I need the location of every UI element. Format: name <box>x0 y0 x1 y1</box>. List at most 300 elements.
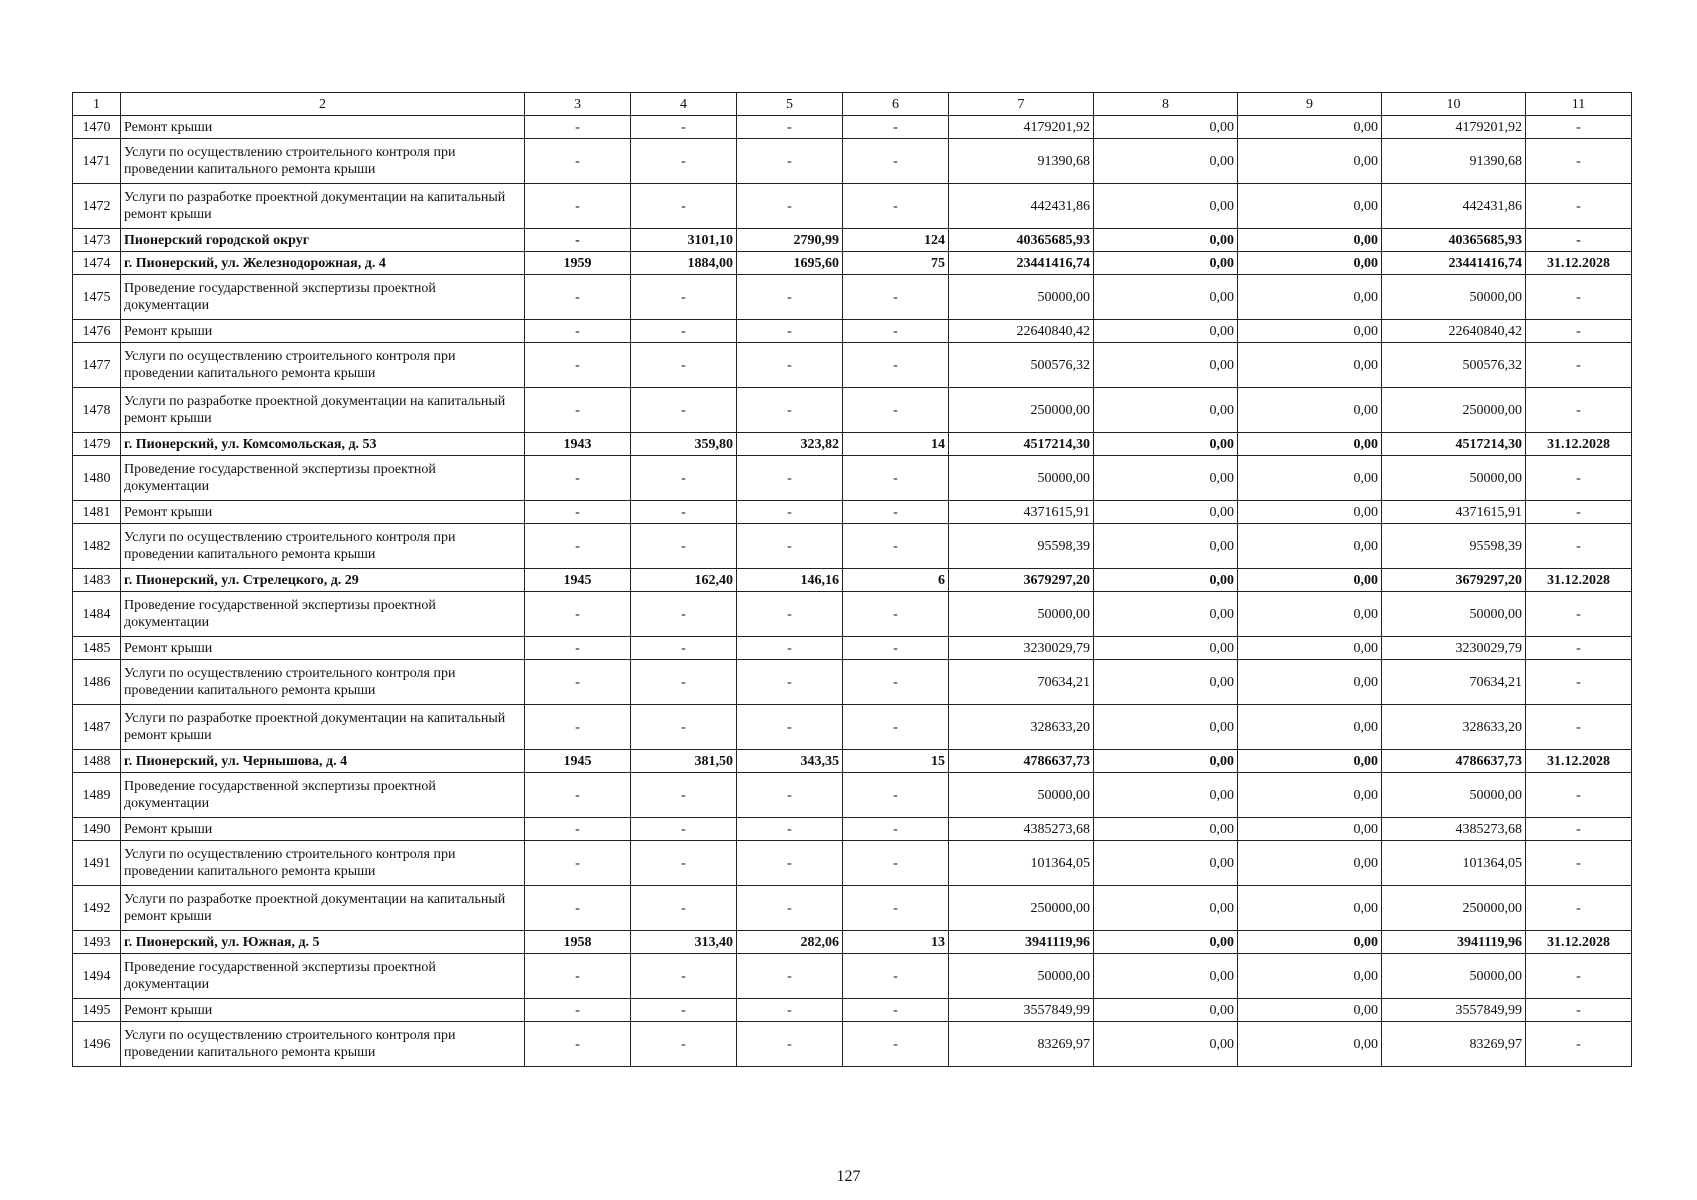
table-row <box>73 1022 1632 1067</box>
cell-cost-total: 83269,97 <box>949 1022 1094 1067</box>
cell-deadline: - <box>1526 999 1632 1022</box>
cell-cost-total: 3230029,79 <box>949 637 1094 660</box>
cell-residents: - <box>843 637 949 660</box>
cell-fund-federal: 0,00 <box>1094 320 1238 343</box>
cell-area-living: - <box>737 275 843 320</box>
cell-area-total: - <box>631 705 737 750</box>
row-number: 1482 <box>73 524 121 569</box>
cell-area-living: - <box>737 524 843 569</box>
cell-area-total: - <box>631 999 737 1022</box>
cell-cost-total: 23441416,74 <box>949 252 1094 275</box>
cell-residents: - <box>843 886 949 931</box>
row-name: Услуги по осуществлению строительного контроля при проведении капитального ремонта крыши <box>121 1022 525 1067</box>
cell-area-total: - <box>631 818 737 841</box>
cell-deadline: - <box>1526 1022 1632 1067</box>
cell-fund-owners: 4179201,92 <box>1382 116 1526 139</box>
row-name: Услуги по осуществлению строительного контроля при проведении капитального ремонта крыши <box>121 841 525 886</box>
cell-cost-total: 3679297,20 <box>949 569 1094 592</box>
cell-area-total: - <box>631 524 737 569</box>
cell-fund-regional: 0,00 <box>1238 433 1382 456</box>
column-header: 7 <box>949 93 1094 116</box>
cell-cost-total: 328633,20 <box>949 705 1094 750</box>
cell-deadline: - <box>1526 637 1632 660</box>
cell-cost-total: 22640840,42 <box>949 320 1094 343</box>
row-number: 1477 <box>73 343 121 388</box>
cell-year: - <box>525 184 631 229</box>
cell-fund-owners: 40365685,93 <box>1382 229 1526 252</box>
cell-fund-federal: 0,00 <box>1094 773 1238 818</box>
cell-year: - <box>525 501 631 524</box>
row-number: 1472 <box>73 184 121 229</box>
cell-year: - <box>525 999 631 1022</box>
row-name: Проведение государственной экспертизы проектной документации <box>121 275 525 320</box>
cell-deadline: 31.12.2028 <box>1526 569 1632 592</box>
cell-area-living: - <box>737 388 843 433</box>
row-number: 1491 <box>73 841 121 886</box>
cell-fund-regional: 0,00 <box>1238 275 1382 320</box>
cell-residents: 75 <box>843 252 949 275</box>
cell-year: - <box>525 954 631 999</box>
cell-residents: - <box>843 818 949 841</box>
cell-year: - <box>525 660 631 705</box>
cell-year: - <box>525 886 631 931</box>
page-number: 127 <box>836 1168 861 1185</box>
document-sheet <box>72 92 1631 1067</box>
cell-residents: - <box>843 139 949 184</box>
table-row <box>73 275 1632 320</box>
cell-deadline: - <box>1526 116 1632 139</box>
cell-area-total: - <box>631 1022 737 1067</box>
cell-fund-federal: 0,00 <box>1094 592 1238 637</box>
cell-cost-total: 4517214,30 <box>949 433 1094 456</box>
cell-fund-regional: 0,00 <box>1238 773 1382 818</box>
row-name: Проведение государственной экспертизы проектной документации <box>121 456 525 501</box>
cell-area-total: - <box>631 773 737 818</box>
table-header-row <box>73 93 1632 116</box>
row-number: 1480 <box>73 456 121 501</box>
cell-year: - <box>525 343 631 388</box>
cell-cost-total: 250000,00 <box>949 388 1094 433</box>
row-number: 1485 <box>73 637 121 660</box>
cell-cost-total: 50000,00 <box>949 773 1094 818</box>
cell-fund-owners: 442431,86 <box>1382 184 1526 229</box>
cell-deadline: - <box>1526 456 1632 501</box>
cell-fund-regional: 0,00 <box>1238 116 1382 139</box>
cell-fund-regional: 0,00 <box>1238 750 1382 773</box>
cell-fund-regional: 0,00 <box>1238 388 1382 433</box>
cell-year: 1959 <box>525 252 631 275</box>
row-name: Ремонт крыши <box>121 116 525 139</box>
register-table <box>72 92 1632 1067</box>
cell-cost-total: 4179201,92 <box>949 116 1094 139</box>
table-row <box>73 841 1632 886</box>
cell-fund-owners: 50000,00 <box>1382 592 1526 637</box>
cell-fund-regional: 0,00 <box>1238 954 1382 999</box>
cell-residents: - <box>843 773 949 818</box>
cell-year: 1945 <box>525 569 631 592</box>
cell-cost-total: 442431,86 <box>949 184 1094 229</box>
table-row <box>73 637 1632 660</box>
cell-residents: - <box>843 501 949 524</box>
row-name: Пионерский городской округ <box>121 229 525 252</box>
cell-year: - <box>525 320 631 343</box>
row-name: Проведение государственной экспертизы проектной документации <box>121 954 525 999</box>
cell-fund-owners: 500576,32 <box>1382 343 1526 388</box>
cell-year: - <box>525 116 631 139</box>
cell-area-total: 359,80 <box>631 433 737 456</box>
table-row <box>73 886 1632 931</box>
cell-residents: - <box>843 999 949 1022</box>
cell-year: - <box>525 275 631 320</box>
cell-fund-federal: 0,00 <box>1094 660 1238 705</box>
cell-deadline: - <box>1526 660 1632 705</box>
cell-deadline: - <box>1526 388 1632 433</box>
row-number: 1471 <box>73 139 121 184</box>
row-name: Услуги по осуществлению строительного контроля при проведении капитального ремонта крыши <box>121 139 525 184</box>
cell-area-living: - <box>737 954 843 999</box>
column-header: 8 <box>1094 93 1238 116</box>
row-number: 1483 <box>73 569 121 592</box>
cell-deadline: - <box>1526 773 1632 818</box>
cell-area-total: - <box>631 116 737 139</box>
cell-cost-total: 50000,00 <box>949 275 1094 320</box>
cell-fund-regional: 0,00 <box>1238 524 1382 569</box>
row-number: 1487 <box>73 705 121 750</box>
column-header: 11 <box>1526 93 1632 116</box>
cell-fund-owners: 50000,00 <box>1382 773 1526 818</box>
table-row <box>73 954 1632 999</box>
cell-fund-owners: 3557849,99 <box>1382 999 1526 1022</box>
cell-area-total: - <box>631 886 737 931</box>
cell-fund-regional: 0,00 <box>1238 637 1382 660</box>
cell-fund-federal: 0,00 <box>1094 886 1238 931</box>
cell-fund-federal: 0,00 <box>1094 116 1238 139</box>
cell-year: - <box>525 456 631 501</box>
table-row <box>73 433 1632 456</box>
cell-fund-regional: 0,00 <box>1238 569 1382 592</box>
cell-area-total: - <box>631 343 737 388</box>
cell-fund-federal: 0,00 <box>1094 184 1238 229</box>
row-name: Ремонт крыши <box>121 637 525 660</box>
row-number: 1478 <box>73 388 121 433</box>
cell-area-living: - <box>737 320 843 343</box>
cell-fund-federal: 0,00 <box>1094 818 1238 841</box>
cell-fund-regional: 0,00 <box>1238 999 1382 1022</box>
cell-residents: 14 <box>843 433 949 456</box>
cell-fund-owners: 22640840,42 <box>1382 320 1526 343</box>
cell-area-total: - <box>631 592 737 637</box>
cell-deadline: - <box>1526 954 1632 999</box>
cell-year: - <box>525 841 631 886</box>
cell-deadline: - <box>1526 705 1632 750</box>
cell-cost-total: 95598,39 <box>949 524 1094 569</box>
row-number: 1490 <box>73 818 121 841</box>
row-name: г. Пионерский, ул. Комсомольская, д. 53 <box>121 433 525 456</box>
cell-fund-owners: 4517214,30 <box>1382 433 1526 456</box>
cell-area-living: - <box>737 184 843 229</box>
table-row <box>73 184 1632 229</box>
row-number: 1494 <box>73 954 121 999</box>
cell-residents: - <box>843 116 949 139</box>
column-header: 6 <box>843 93 949 116</box>
cell-area-living: - <box>737 999 843 1022</box>
cell-deadline: 31.12.2028 <box>1526 252 1632 275</box>
table-row <box>73 388 1632 433</box>
cell-area-total: - <box>631 320 737 343</box>
cell-cost-total: 4371615,91 <box>949 501 1094 524</box>
cell-cost-total: 70634,21 <box>949 660 1094 705</box>
row-number: 1476 <box>73 320 121 343</box>
cell-fund-owners: 83269,97 <box>1382 1022 1526 1067</box>
cell-fund-regional: 0,00 <box>1238 501 1382 524</box>
row-name: Услуги по осуществлению строительного контроля при проведении капитального ремонта крыши <box>121 660 525 705</box>
cell-fund-owners: 91390,68 <box>1382 139 1526 184</box>
cell-fund-regional: 0,00 <box>1238 931 1382 954</box>
cell-fund-federal: 0,00 <box>1094 524 1238 569</box>
row-name: г. Пионерский, ул. Южная, д. 5 <box>121 931 525 954</box>
cell-cost-total: 500576,32 <box>949 343 1094 388</box>
cell-fund-federal: 0,00 <box>1094 229 1238 252</box>
cell-year: - <box>525 818 631 841</box>
row-number: 1493 <box>73 931 121 954</box>
cell-area-living: - <box>737 501 843 524</box>
table-row <box>73 569 1632 592</box>
cell-fund-regional: 0,00 <box>1238 886 1382 931</box>
column-header: 4 <box>631 93 737 116</box>
cell-fund-federal: 0,00 <box>1094 1022 1238 1067</box>
cell-fund-owners: 3941119,96 <box>1382 931 1526 954</box>
table-row <box>73 320 1632 343</box>
cell-cost-total: 50000,00 <box>949 954 1094 999</box>
cell-year: 1958 <box>525 931 631 954</box>
cell-year: - <box>525 388 631 433</box>
cell-fund-regional: 0,00 <box>1238 841 1382 886</box>
cell-residents: 6 <box>843 569 949 592</box>
cell-area-living: - <box>737 456 843 501</box>
cell-year: - <box>525 773 631 818</box>
cell-year: - <box>525 705 631 750</box>
cell-fund-regional: 0,00 <box>1238 184 1382 229</box>
cell-cost-total: 40365685,93 <box>949 229 1094 252</box>
cell-year: - <box>525 592 631 637</box>
row-name: Ремонт крыши <box>121 501 525 524</box>
cell-fund-owners: 101364,05 <box>1382 841 1526 886</box>
cell-fund-owners: 250000,00 <box>1382 886 1526 931</box>
cell-fund-owners: 50000,00 <box>1382 275 1526 320</box>
cell-area-living: 1695,60 <box>737 252 843 275</box>
cell-fund-owners: 50000,00 <box>1382 456 1526 501</box>
row-name: г. Пионерский, ул. Стрелецкого, д. 29 <box>121 569 525 592</box>
cell-fund-regional: 0,00 <box>1238 252 1382 275</box>
cell-cost-total: 250000,00 <box>949 886 1094 931</box>
cell-fund-regional: 0,00 <box>1238 592 1382 637</box>
column-header: 5 <box>737 93 843 116</box>
cell-fund-federal: 0,00 <box>1094 139 1238 184</box>
cell-residents: - <box>843 320 949 343</box>
cell-fund-owners: 50000,00 <box>1382 954 1526 999</box>
cell-area-total: - <box>631 954 737 999</box>
cell-fund-regional: 0,00 <box>1238 320 1382 343</box>
cell-cost-total: 3941119,96 <box>949 931 1094 954</box>
cell-deadline: - <box>1526 886 1632 931</box>
cell-residents: 15 <box>843 750 949 773</box>
column-header: 1 <box>73 93 121 116</box>
cell-cost-total: 3557849,99 <box>949 999 1094 1022</box>
cell-fund-owners: 70634,21 <box>1382 660 1526 705</box>
cell-cost-total: 4385273,68 <box>949 818 1094 841</box>
table-row <box>73 750 1632 773</box>
cell-cost-total: 101364,05 <box>949 841 1094 886</box>
row-number: 1489 <box>73 773 121 818</box>
cell-area-living: 282,06 <box>737 931 843 954</box>
cell-deadline: - <box>1526 343 1632 388</box>
cell-area-living: - <box>737 705 843 750</box>
cell-fund-regional: 0,00 <box>1238 705 1382 750</box>
cell-area-living: 2790,99 <box>737 229 843 252</box>
cell-area-total: 3101,10 <box>631 229 737 252</box>
table-row <box>73 229 1632 252</box>
cell-residents: - <box>843 660 949 705</box>
row-name: Ремонт крыши <box>121 999 525 1022</box>
cell-fund-federal: 0,00 <box>1094 275 1238 320</box>
row-number: 1470 <box>73 116 121 139</box>
cell-cost-total: 91390,68 <box>949 139 1094 184</box>
table-row <box>73 116 1632 139</box>
cell-fund-regional: 0,00 <box>1238 1022 1382 1067</box>
table-row <box>73 660 1632 705</box>
cell-residents: 13 <box>843 931 949 954</box>
row-name: Услуги по осуществлению строительного контроля при проведении капитального ремонта крыши <box>121 524 525 569</box>
cell-residents: - <box>843 592 949 637</box>
cell-cost-total: 50000,00 <box>949 592 1094 637</box>
cell-residents: - <box>843 841 949 886</box>
cell-residents: - <box>843 1022 949 1067</box>
cell-residents: - <box>843 388 949 433</box>
row-number: 1475 <box>73 275 121 320</box>
cell-deadline: - <box>1526 229 1632 252</box>
cell-fund-regional: 0,00 <box>1238 660 1382 705</box>
cell-area-living: - <box>737 841 843 886</box>
cell-fund-federal: 0,00 <box>1094 433 1238 456</box>
row-number: 1496 <box>73 1022 121 1067</box>
cell-area-total: - <box>631 275 737 320</box>
cell-area-total: - <box>631 184 737 229</box>
cell-fund-owners: 4385273,68 <box>1382 818 1526 841</box>
cell-cost-total: 50000,00 <box>949 456 1094 501</box>
cell-deadline: - <box>1526 320 1632 343</box>
table-row <box>73 501 1632 524</box>
table-row <box>73 818 1632 841</box>
cell-fund-regional: 0,00 <box>1238 229 1382 252</box>
cell-area-living: - <box>737 818 843 841</box>
cell-area-living: - <box>737 1022 843 1067</box>
cell-year: 1945 <box>525 750 631 773</box>
cell-fund-federal: 0,00 <box>1094 954 1238 999</box>
cell-year: - <box>525 1022 631 1067</box>
cell-fund-federal: 0,00 <box>1094 456 1238 501</box>
column-header: 10 <box>1382 93 1526 116</box>
cell-area-total: 162,40 <box>631 569 737 592</box>
row-number: 1474 <box>73 252 121 275</box>
cell-year: - <box>525 637 631 660</box>
table-row <box>73 343 1632 388</box>
cell-residents: - <box>843 275 949 320</box>
cell-fund-owners: 4371615,91 <box>1382 501 1526 524</box>
cell-area-living: - <box>737 886 843 931</box>
table-row <box>73 931 1632 954</box>
cell-area-living: - <box>737 116 843 139</box>
table-row <box>73 773 1632 818</box>
cell-fund-federal: 0,00 <box>1094 252 1238 275</box>
cell-fund-federal: 0,00 <box>1094 569 1238 592</box>
cell-residents: - <box>843 954 949 999</box>
cell-deadline: - <box>1526 501 1632 524</box>
row-name: Ремонт крыши <box>121 818 525 841</box>
cell-deadline: - <box>1526 184 1632 229</box>
cell-deadline: 31.12.2028 <box>1526 433 1632 456</box>
cell-area-total: - <box>631 660 737 705</box>
cell-area-total: - <box>631 388 737 433</box>
cell-area-living: - <box>737 139 843 184</box>
cell-area-total: 1884,00 <box>631 252 737 275</box>
row-name: Проведение государственной экспертизы проектной документации <box>121 592 525 637</box>
row-name: Услуги по разработке проектной документации на капитальный ремонт крыши <box>121 184 525 229</box>
cell-deadline: - <box>1526 841 1632 886</box>
cell-year: - <box>525 524 631 569</box>
cell-fund-federal: 0,00 <box>1094 343 1238 388</box>
row-number: 1481 <box>73 501 121 524</box>
cell-area-total: - <box>631 637 737 660</box>
cell-residents: - <box>843 456 949 501</box>
row-number: 1473 <box>73 229 121 252</box>
row-number: 1479 <box>73 433 121 456</box>
cell-year: - <box>525 229 631 252</box>
cell-area-living: - <box>737 343 843 388</box>
cell-area-living: - <box>737 592 843 637</box>
cell-fund-regional: 0,00 <box>1238 139 1382 184</box>
cell-fund-regional: 0,00 <box>1238 343 1382 388</box>
row-number: 1486 <box>73 660 121 705</box>
cell-year: 1943 <box>525 433 631 456</box>
cell-fund-owners: 3230029,79 <box>1382 637 1526 660</box>
cell-residents: - <box>843 705 949 750</box>
cell-area-living: - <box>737 637 843 660</box>
cell-fund-owners: 4786637,73 <box>1382 750 1526 773</box>
row-name: Услуги по осуществлению строительного контроля при проведении капитального ремонта крыши <box>121 343 525 388</box>
cell-fund-owners: 328633,20 <box>1382 705 1526 750</box>
cell-residents: 124 <box>843 229 949 252</box>
cell-fund-federal: 0,00 <box>1094 931 1238 954</box>
cell-fund-owners: 95598,39 <box>1382 524 1526 569</box>
cell-fund-federal: 0,00 <box>1094 705 1238 750</box>
cell-residents: - <box>843 184 949 229</box>
cell-deadline: - <box>1526 524 1632 569</box>
cell-cost-total: 4786637,73 <box>949 750 1094 773</box>
row-name: Услуги по разработке проектной документации на капитальный ремонт крыши <box>121 886 525 931</box>
row-name: г. Пионерский, ул. Железнодорожная, д. 4 <box>121 252 525 275</box>
cell-area-total: - <box>631 841 737 886</box>
cell-fund-federal: 0,00 <box>1094 501 1238 524</box>
cell-residents: - <box>843 524 949 569</box>
row-name: г. Пионерский, ул. Чернышова, д. 4 <box>121 750 525 773</box>
cell-fund-regional: 0,00 <box>1238 456 1382 501</box>
cell-fund-owners: 3679297,20 <box>1382 569 1526 592</box>
cell-area-living: - <box>737 773 843 818</box>
cell-area-living: 146,16 <box>737 569 843 592</box>
cell-fund-owners: 23441416,74 <box>1382 252 1526 275</box>
cell-area-total: 381,50 <box>631 750 737 773</box>
cell-fund-federal: 0,00 <box>1094 841 1238 886</box>
